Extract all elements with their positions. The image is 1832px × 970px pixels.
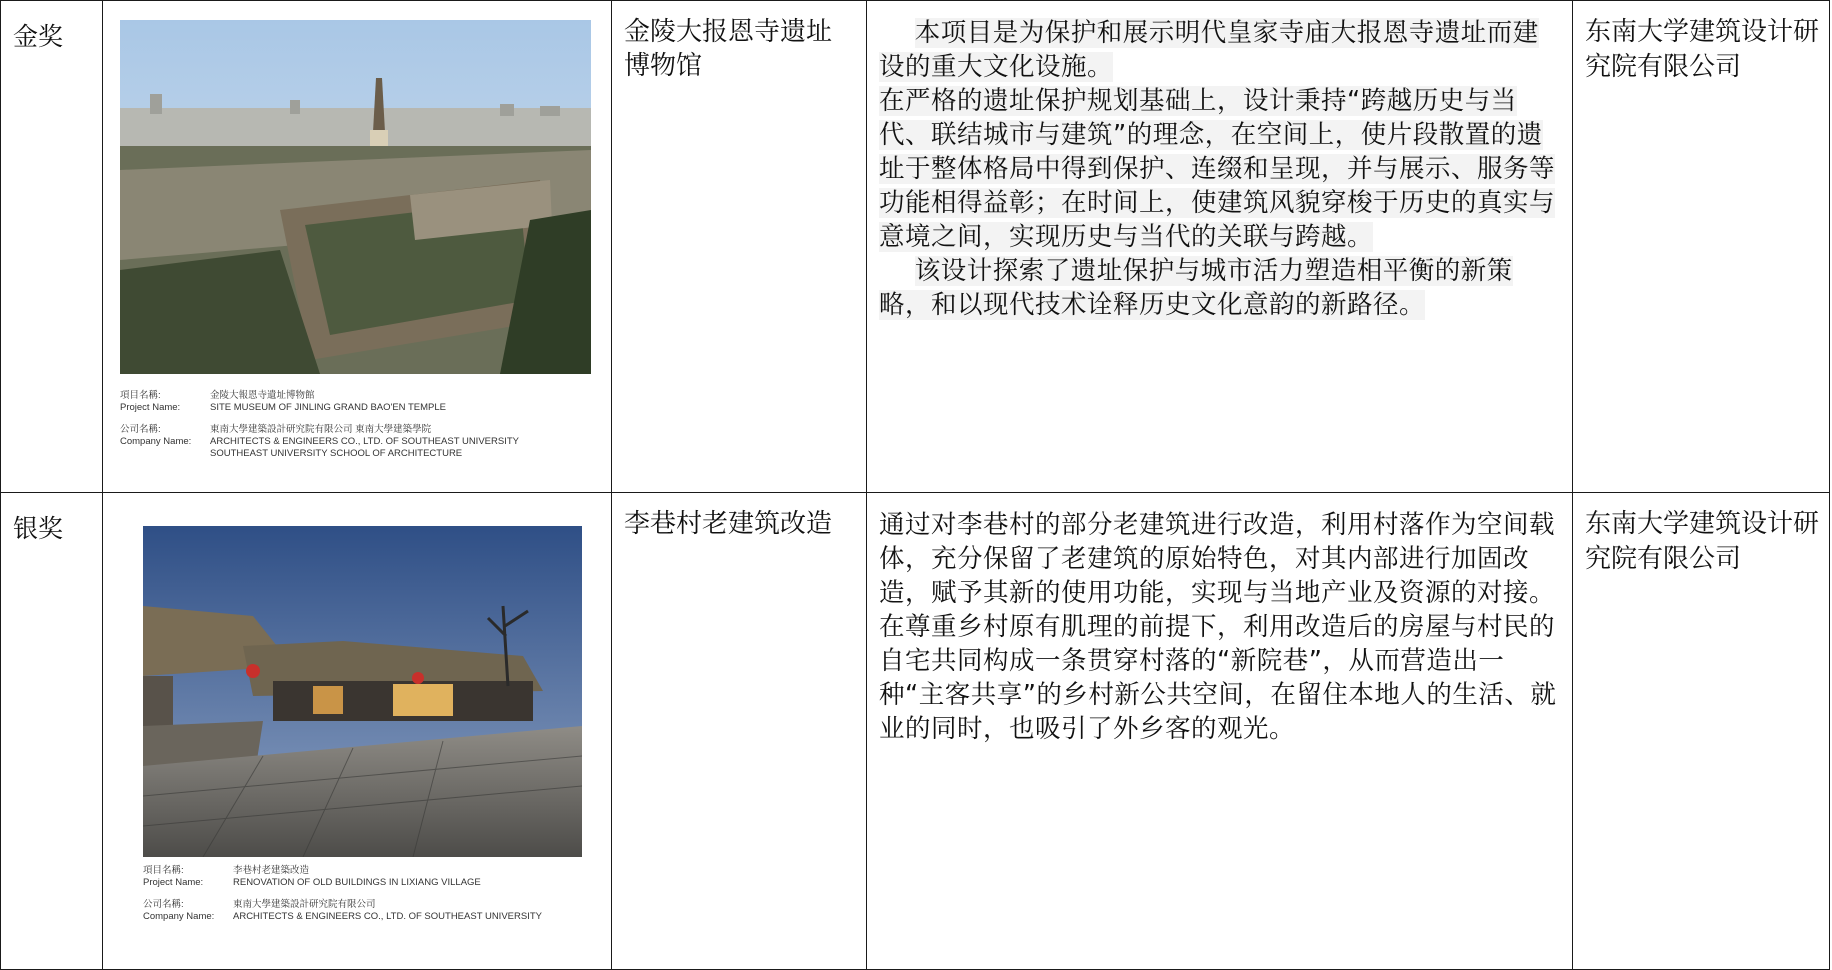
award-cell (1, 493, 103, 970)
company-cell (1573, 493, 1830, 970)
project-title: 金陵大报恩寺遗址博物馆 (624, 17, 833, 81)
table-row (1, 493, 1830, 970)
caption-company-cn: 東南大學建築設計研究院有限公司 東南大學建築學院 (210, 424, 432, 435)
award-label: 金奖 (13, 22, 64, 51)
caption-company-en-2: SOUTHEAST UNIVERSITY SCHOOL OF ARCHITECTURE (210, 448, 463, 459)
caption-project-label-cn: 項目名稱: (143, 865, 184, 876)
company-name: 东南大学建筑设计研究院有限公司 (1585, 509, 1820, 574)
caption-project-label-en: Project Name: (120, 402, 181, 413)
description-paragraph: 本项目是为保护和展示明代皇家寺庙大报恩寺遗址而建设的重大文化设施。 (879, 18, 1539, 82)
project-title: 李巷村老建筑改造 (624, 509, 833, 539)
project-photo-temple-museum (120, 20, 591, 374)
image-cell (103, 493, 612, 970)
table-row (1, 1, 1830, 493)
image-cell (103, 1, 612, 493)
caption-company-en-1: ARCHITECTS & ENGINEERS CO., LTD. OF SOUTHEAST UNIVERSITY (233, 911, 542, 922)
image-caption (120, 390, 600, 470)
caption-company-label-en: Company Name: (143, 911, 215, 922)
description-paragraph: 通过对李巷村的部分老建筑进行改造，利用村落作为空间载体，充分保留了老建筑的原始特色，对其内部进行加固改造，赋予其新的使用功能，实现与当地产业及资源的对接。在尊重乡村原有肌理的前提下，利用改造后的房屋与村民的自宅共同构成一条贯穿村落的“新院巷”，从而营造出一种“主客共享”的乡村新公共空间，在留住本地人的生活、就业的同时，也吸引了外乡客的观光。 (879, 510, 1557, 744)
caption-project-cn: 金陵大報恩寺遺址博物館 (210, 390, 315, 401)
description-cell (867, 493, 1573, 970)
caption-company-label-cn: 公司名稱: (143, 899, 184, 910)
description-paragraph: 在严格的遗址保护规划基础上，设计秉持“跨越历史与当代、联结城市与建筑”的理念，在空间上，使片段散置的遗址于整体格局中得到保护、连缀和呈现，并与展示、服务等功能相得益彰；在时间上，使建筑风貌穿梭于历史的真实与意境之间，实现历史与当代的关联与跨越。 (879, 86, 1556, 252)
caption-project-en: SITE MUSEUM OF JINLING GRAND BAO'EN TEMPLE (210, 402, 447, 413)
caption-project-label-en: Project Name: (143, 877, 204, 888)
project-description (867, 493, 1572, 746)
company-name: 东南大学建筑设计研究院有限公司 (1585, 17, 1820, 82)
title-cell (612, 493, 867, 970)
project-photo-village-renovation (143, 526, 582, 857)
award-label: 银奖 (13, 514, 64, 543)
award-cell (1, 1, 103, 493)
description-paragraph: 该设计探索了遗址保护与城市活力塑造相平衡的新策略，和以现代技术诠释历史文化意韵的新路径。 (879, 256, 1513, 320)
image-caption (143, 865, 583, 925)
title-cell (612, 1, 867, 493)
company-cell (1573, 1, 1830, 493)
project-description (867, 1, 1572, 322)
caption-project-en: RENOVATION OF OLD BUILDINGS IN LIXIANG VILLAGE (233, 877, 481, 888)
caption-company-en-1: ARCHITECTS & ENGINEERS CO., LTD. OF SOUTHEAST UNIVERSITY (210, 436, 519, 447)
description-cell (867, 1, 1573, 493)
caption-company-label-cn: 公司名稱: (120, 424, 161, 435)
caption-project-cn: 李巷村老建築改造 (233, 865, 310, 876)
caption-company-cn: 東南大學建築設計研究院有限公司 (233, 899, 376, 910)
caption-company-label-en: Company Name: (120, 436, 192, 447)
caption-project-label-cn: 項目名稱: (120, 390, 161, 401)
